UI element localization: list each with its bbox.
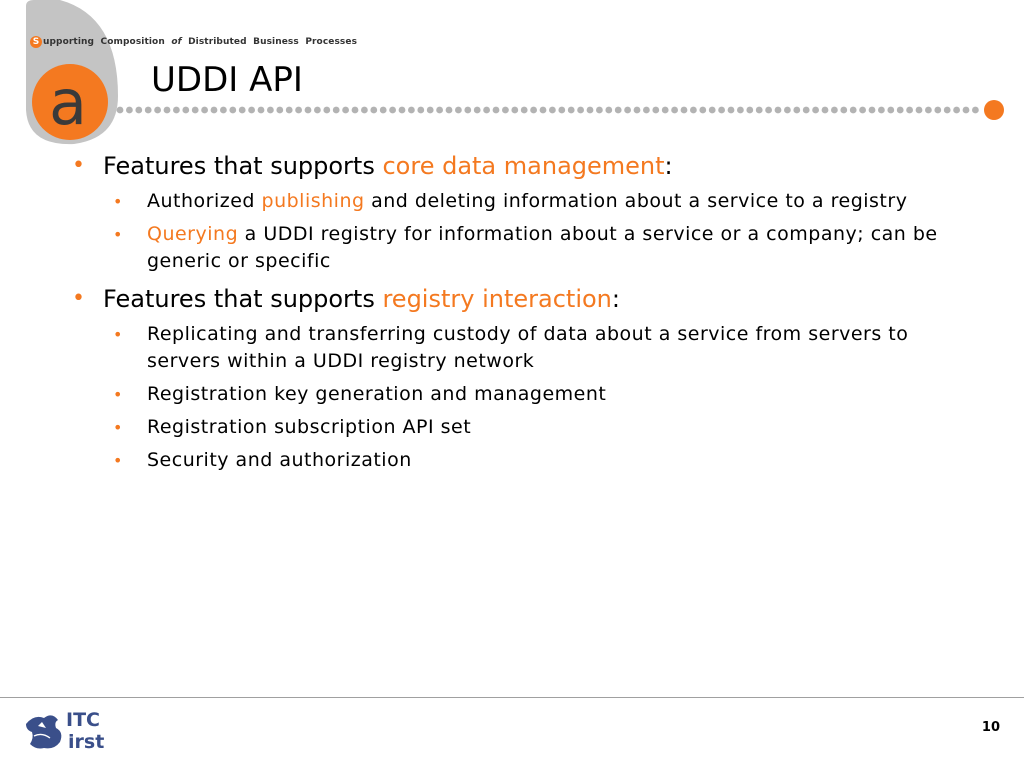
rule-dot [596,107,603,114]
rule-dot [577,107,584,114]
rule-dot [352,107,359,114]
rule-dot [417,107,424,114]
itc-irst-logo [24,706,114,754]
rule-dot [793,107,800,114]
rule-dot [775,107,782,114]
sub-bullet-text [147,188,968,215]
rule-dot [502,107,509,114]
logo-letter: a [49,66,87,139]
sub-bullet-text [147,221,968,275]
rule-dot [229,107,236,114]
bullet-text: Features that supports [103,285,383,313]
rule-dot [699,107,706,114]
rule-dot [718,107,725,114]
rule-dot [295,107,302,114]
rule-dot [681,107,688,114]
footer-rule [0,697,1024,698]
rule-dot [483,107,490,114]
sub-bullet-text: Registration subscription API set [147,416,472,438]
rule-dot [436,107,443,114]
rule-dot [464,107,471,114]
rule-dot [859,107,866,114]
rule-dot [850,107,857,114]
rule-dot [634,107,641,114]
tagline-word: Processes [305,37,358,47]
rule-dot [248,107,255,114]
rule-dot [493,107,500,114]
rule-dot [558,107,565,114]
tagline-initial-badge: S [30,36,42,48]
rule-dot [258,107,265,114]
rule-dot [511,107,518,114]
rule-dot [624,107,631,114]
text-run: a UDDI registry for information about a service or a company; can be generic or specific [147,223,938,272]
rule-dot [399,107,406,114]
sub-bullet-text: Replicating and transferring custody of data about a service from servers to servers within a UDDI registry network [147,323,909,372]
rule-dot [540,107,547,114]
bullet-text: : [664,152,673,180]
rule-dot [154,107,161,114]
rule-dot [728,107,735,114]
rule-dot [878,107,885,114]
bullet-item-level2 [68,414,968,441]
bullet-highlight: core data management [382,152,665,180]
rule-dot [737,107,744,114]
rule-dot [474,107,481,114]
rule-dot [361,107,368,114]
bullet-dot-icon: • [113,418,123,437]
sub-bullet-list [68,188,968,275]
rule-dot [897,107,904,114]
rule-dot [370,107,377,114]
rule-dot [173,107,180,114]
rule-dot [812,107,819,114]
rule-dot [455,107,462,114]
sublist-container [68,321,968,474]
text-run: Authorized [147,190,262,212]
rule-dot [925,107,932,114]
bullet-item-level1 [68,148,968,184]
rule-dot [822,107,829,114]
rule-dot [201,107,208,114]
rule-dot [323,107,330,114]
bullet-highlight: registry interaction [382,285,612,313]
bullet-highlight: publishing [261,190,365,212]
bullet-item-level2 [68,321,968,375]
rule-dot [953,107,960,114]
rule-dot [831,107,838,114]
rule-dot [135,107,142,114]
rule-dot [756,107,763,114]
text-run: and deleting information about a service to a registry [364,190,908,212]
bullet-item-level2 [68,221,968,275]
sublist-container [68,188,968,275]
bullet-item-level2 [68,381,968,408]
rule-dot [944,107,951,114]
sub-bullet-text: Security and authorization [147,449,412,471]
bullet-list [68,148,968,474]
rule-dot [408,107,415,114]
rule-dot [286,107,293,114]
rule-dot [587,107,594,114]
rule-dot [126,107,133,114]
rule-dot [342,107,349,114]
rule-dot [746,107,753,114]
rule-dot [906,107,913,114]
rule-dot [276,107,283,114]
rule-dot [963,107,970,114]
tagline-word: of [171,37,182,47]
rule-dot [446,107,453,114]
header-tagline [30,36,357,48]
sca-logo [0,0,130,150]
rule-dot [765,107,772,114]
rule-dot [568,107,575,114]
rule-dot [220,107,227,114]
rule-end-dot [984,100,1004,120]
rule-dot [972,107,979,114]
logo-text-irst: irst [68,731,105,753]
bullet-dot-icon: • [113,325,123,344]
rule-dot [549,107,556,114]
rule-dot [887,107,894,114]
rule-dot [709,107,716,114]
rule-dot [934,107,941,114]
slide-title: UDDI API [151,60,303,100]
bullet-item-level1 [68,281,968,317]
rule-dot [671,107,678,114]
rule-dot [314,107,321,114]
rule-dot [652,107,659,114]
rule-dot [117,107,124,114]
bullet-text: Features that supports [103,152,383,180]
rule-dot [690,107,697,114]
rule-dot [427,107,434,114]
rule-dot [182,107,189,114]
rule-dot [211,107,218,114]
slide-content [68,148,968,480]
tagline-word: Composition [100,37,165,47]
rule-dot [643,107,650,114]
bullet-dot-icon: • [72,286,85,311]
bullet-text: : [611,285,620,313]
tagline-word: upporting [43,37,95,47]
rule-dot [164,107,171,114]
bullet-item-level2 [68,447,968,474]
rule-dot [530,107,537,114]
rule-dot [916,107,923,114]
rule-dot [784,107,791,114]
rule-dot [840,107,847,114]
logo-text-itc: ITC [66,709,100,731]
tagline-word: Distributed [188,37,247,47]
bullet-dot-icon: • [113,225,123,244]
rule-dot [333,107,340,114]
rule-dot [662,107,669,114]
rule-dot [605,107,612,114]
sub-bullet-text: Registration key generation and management [147,383,607,405]
bullet-dot-icon: • [72,153,85,178]
bullet-highlight: Querying [147,223,239,245]
rule-dot [267,107,274,114]
bullet-dot-icon: • [113,451,123,470]
bullet-dot-icon: • [113,192,123,211]
rule-dot [305,107,312,114]
bullet-dot-icon: • [113,385,123,404]
griffin-emblem-icon [26,715,61,748]
tagline-word: Business [253,37,299,47]
page-number: 10 [981,720,1000,735]
title-dotted-rule [116,98,1012,122]
sub-bullet-list [68,321,968,474]
rule-dot [615,107,622,114]
rule-dot [380,107,387,114]
rule-dot [389,107,396,114]
rule-dot [239,107,246,114]
rule-dot [521,107,528,114]
rule-dot [869,107,876,114]
rule-dot [145,107,152,114]
bullet-item-level2 [68,188,968,215]
rule-dot [803,107,810,114]
rule-dot [192,107,199,114]
